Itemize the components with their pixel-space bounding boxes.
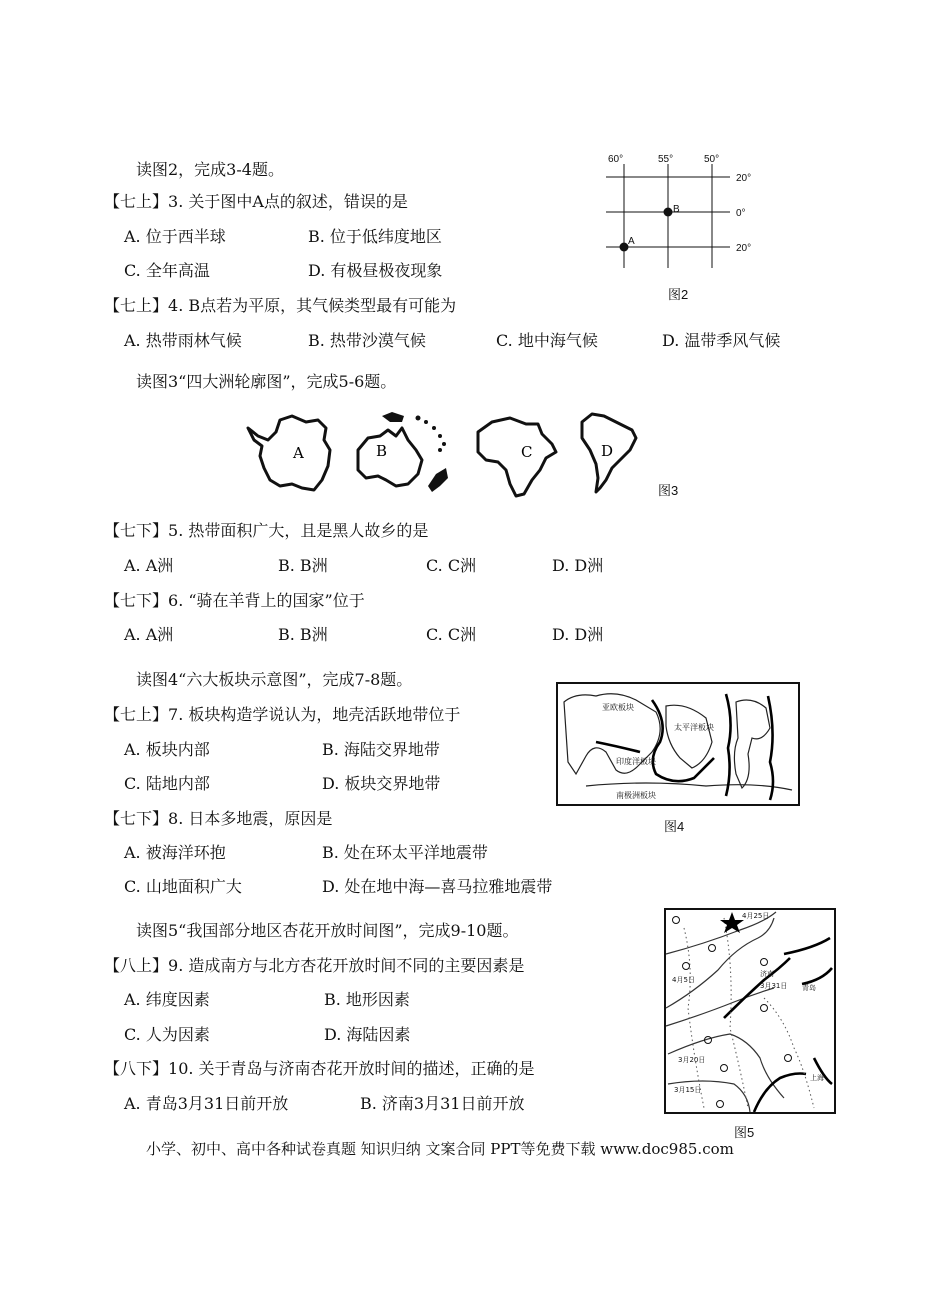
q6-option-a: A. A洲 <box>124 625 174 644</box>
question-3 <box>104 192 408 212</box>
q10-option-a: A. 青岛3月31日前开放 <box>124 1094 289 1113</box>
lon-label: 50° <box>704 154 720 165</box>
plate-label: 南极洲板块 <box>616 791 656 800</box>
q9-option-d: D. 海陆因素 <box>324 1025 411 1044</box>
grade-tag: 【七上】 <box>104 192 169 211</box>
lat-label: 20° <box>736 173 752 184</box>
lon-label: 60° <box>608 154 624 165</box>
q10-option-b: B. 济南3月31日前开放 <box>360 1094 525 1113</box>
intro-q5-6: 读图3“四大洲轮廓图”，完成5-6题。 <box>136 372 397 391</box>
plate-label: 亚欧板块 <box>602 703 634 712</box>
q5-option-a: A. A洲 <box>124 556 174 575</box>
continent-c-outline <box>478 418 556 496</box>
question-text: 5. 热带面积广大，且是黑人故乡的是 <box>168 521 429 540</box>
q8-option-c: C. 山地面积广大 <box>124 877 242 896</box>
question-text: 3. 关于图中A点的叙述，错误的是 <box>168 192 408 211</box>
point-b-marker <box>664 208 673 217</box>
q8-option-b: B. 处在环太平洋地震带 <box>322 843 488 862</box>
q3-option-c: C. 全年高温 <box>124 261 210 280</box>
intro-q9-10: 读图5“我国部分地区杏花开放时间图”，完成9-10题。 <box>136 921 519 940</box>
map-label: 3月31日 <box>760 982 788 990</box>
question-8 <box>104 809 332 829</box>
question-5 <box>104 521 428 541</box>
q3-option-a: A. 位于西半球 <box>124 227 226 246</box>
intro-q7-8: 读图4“六大板块示意图”，完成7-8题。 <box>136 670 413 689</box>
point-label: A <box>628 236 635 247</box>
q5-option-b: B. B洲 <box>278 556 328 575</box>
question-text: 7. 板块构造学说认为，地壳活跃地带位于 <box>168 705 461 724</box>
q6-option-b: B. B洲 <box>278 625 328 644</box>
q7-option-a: A. 板块内部 <box>124 740 210 759</box>
figure-2-caption: 图2 <box>668 287 689 302</box>
grade-tag: 【七下】 <box>104 809 169 828</box>
q9-option-c: C. 人为因素 <box>124 1025 210 1044</box>
question-6 <box>104 591 365 611</box>
q4-option-b: B. 热带沙漠气候 <box>308 331 426 350</box>
map-label: 4月5日 <box>672 976 695 984</box>
island-shape <box>382 412 404 422</box>
figure-5-caption: 图5 <box>734 1125 755 1140</box>
grade-tag: 【七下】 <box>104 521 169 540</box>
grade-tag: 【七下】 <box>104 591 169 610</box>
continent-label: C <box>521 443 533 461</box>
question-text: 10. 关于青岛与济南杏花开放时间的描述，正确的是 <box>168 1059 535 1078</box>
grade-tag: 【七上】 <box>104 705 169 724</box>
lat-label: 20° <box>736 243 752 254</box>
continent-label: A <box>293 444 304 462</box>
q8-option-d: D. 处在地中海—喜马拉雅地震带 <box>322 877 553 896</box>
q4-option-d: D. 温带季风气候 <box>662 331 781 350</box>
question-text: 8. 日本多地震，原因是 <box>168 809 333 828</box>
q3-option-b: B. 位于低纬度地区 <box>308 227 442 246</box>
figure-3-caption: 图3 <box>658 483 679 498</box>
q4-option-c: C. 地中海气候 <box>496 331 598 350</box>
plate-label: 印度洋板块 <box>616 757 656 766</box>
map-label: 3月20日 <box>678 1056 706 1064</box>
q7-option-c: C. 陆地内部 <box>124 774 210 793</box>
figure-4-caption: 图4 <box>664 819 685 834</box>
map-label: 4月25日 <box>742 912 770 920</box>
question-9 <box>104 956 524 976</box>
question-4 <box>104 296 456 316</box>
map-label: 济南 <box>760 970 774 978</box>
figure-3-continents <box>240 406 650 502</box>
figure-2-graticule <box>600 150 780 275</box>
grade-tag: 【八下】 <box>104 1059 169 1078</box>
q9-option-a: A. 纬度因素 <box>124 990 210 1009</box>
map-label: 青岛 <box>802 984 816 992</box>
question-text: 6. “骑在羊背上的国家”位于 <box>168 591 365 610</box>
continent-a-outline <box>248 416 330 490</box>
q5-option-c: C. C洲 <box>426 556 477 575</box>
lat-label: 0° <box>736 208 746 219</box>
continent-label: D <box>601 442 614 460</box>
footer-text: 小学、初中、高中各种试卷真题 知识归纳 文案合同 PPT等免费下载 www.doc985.com <box>146 1140 734 1158</box>
continent-b-outline <box>358 428 422 486</box>
q6-option-c: C. C洲 <box>426 625 477 644</box>
q4-option-a: A. 热带雨林气候 <box>124 331 242 350</box>
q3-option-d: D. 有极昼极夜现象 <box>308 261 443 280</box>
q6-option-d: D. D洲 <box>552 625 604 644</box>
q9-option-b: B. 地形因素 <box>324 990 410 1009</box>
map-label: 上海 <box>810 1074 824 1082</box>
question-10 <box>104 1059 535 1079</box>
question-7 <box>104 705 460 725</box>
q8-option-a: A. 被海洋环抱 <box>124 843 226 862</box>
lon-label: 55° <box>658 154 674 165</box>
question-text: 4. B点若为平原，其气候类型最有可能为 <box>168 296 457 315</box>
intro-q3-4: 读图2，完成3-4题。 <box>136 160 284 179</box>
continent-label: B <box>376 442 388 460</box>
q7-option-d: D. 板块交界地带 <box>322 774 441 793</box>
grade-tag: 【七上】 <box>104 296 169 315</box>
plate-label: 太平洋板块 <box>674 723 714 732</box>
q5-option-d: D. D洲 <box>552 556 604 575</box>
q7-option-b: B. 海陆交界地带 <box>322 740 440 759</box>
grade-tag: 【八上】 <box>104 956 169 975</box>
island-shape <box>428 468 448 492</box>
figure-4-plates-map <box>556 682 800 806</box>
figure-5-blossom-map <box>664 908 836 1114</box>
point-label: B <box>673 204 680 215</box>
map-label: 3月15日 <box>674 1086 702 1094</box>
question-text: 9. 造成南方与北方杏花开放时间不同的主要因素是 <box>168 956 525 975</box>
